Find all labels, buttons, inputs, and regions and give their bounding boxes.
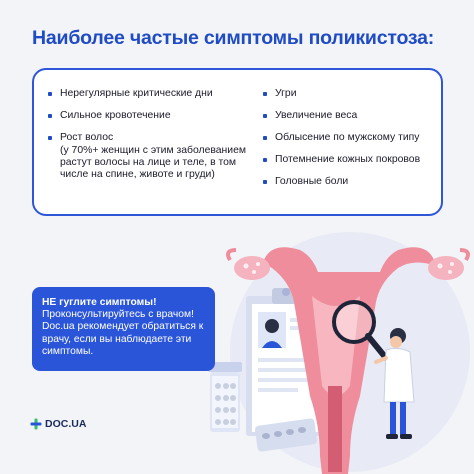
symptoms-list-left [48,88,248,191]
symptoms-list-right [263,88,443,198]
logo-plus-icon [30,418,42,430]
list-item [263,154,443,166]
symptom-text: Нерегулярные критические дни [60,88,213,99]
list-item [48,88,248,100]
symptom-text: Сильное кровотечение [60,110,171,121]
symptom-text: Головные боли [275,176,349,187]
callout-body: Проконсультируйтесь с врачом! Doc.ua рекомендует обратиться к врачу, если вы наблюдаете эти симптомы. [42,309,204,357]
list-item [263,110,443,122]
symptom-subtext: (у 70%+ женщин с этим заболеванием растут волосы на лице и теле, в том числе на спине, животе и груди) [60,145,247,180]
list-item [263,132,443,144]
logo-text: DOC.UA [45,418,87,430]
medical-illustration [200,226,474,474]
list-item [263,88,443,100]
symptom-text: Угри [275,88,297,99]
docua-logo[interactable] [30,418,86,430]
symptoms-card [32,68,443,216]
warning-callout [32,287,215,371]
list-item [48,110,248,122]
list-item [48,132,248,181]
page-title: Наиболее частые симптомы поликистоза: [32,27,435,49]
list-item [263,176,443,188]
symptom-text: Потемнение кожных покровов [275,154,421,165]
symptom-text: Увеличение веса [275,110,358,121]
symptom-text: Рост волос [60,132,114,143]
callout-heading: НЕ гуглите симптомы! [42,297,157,308]
symptom-text: Облысение по мужскому типу [275,132,420,143]
pill-bottle-icon [208,362,242,432]
